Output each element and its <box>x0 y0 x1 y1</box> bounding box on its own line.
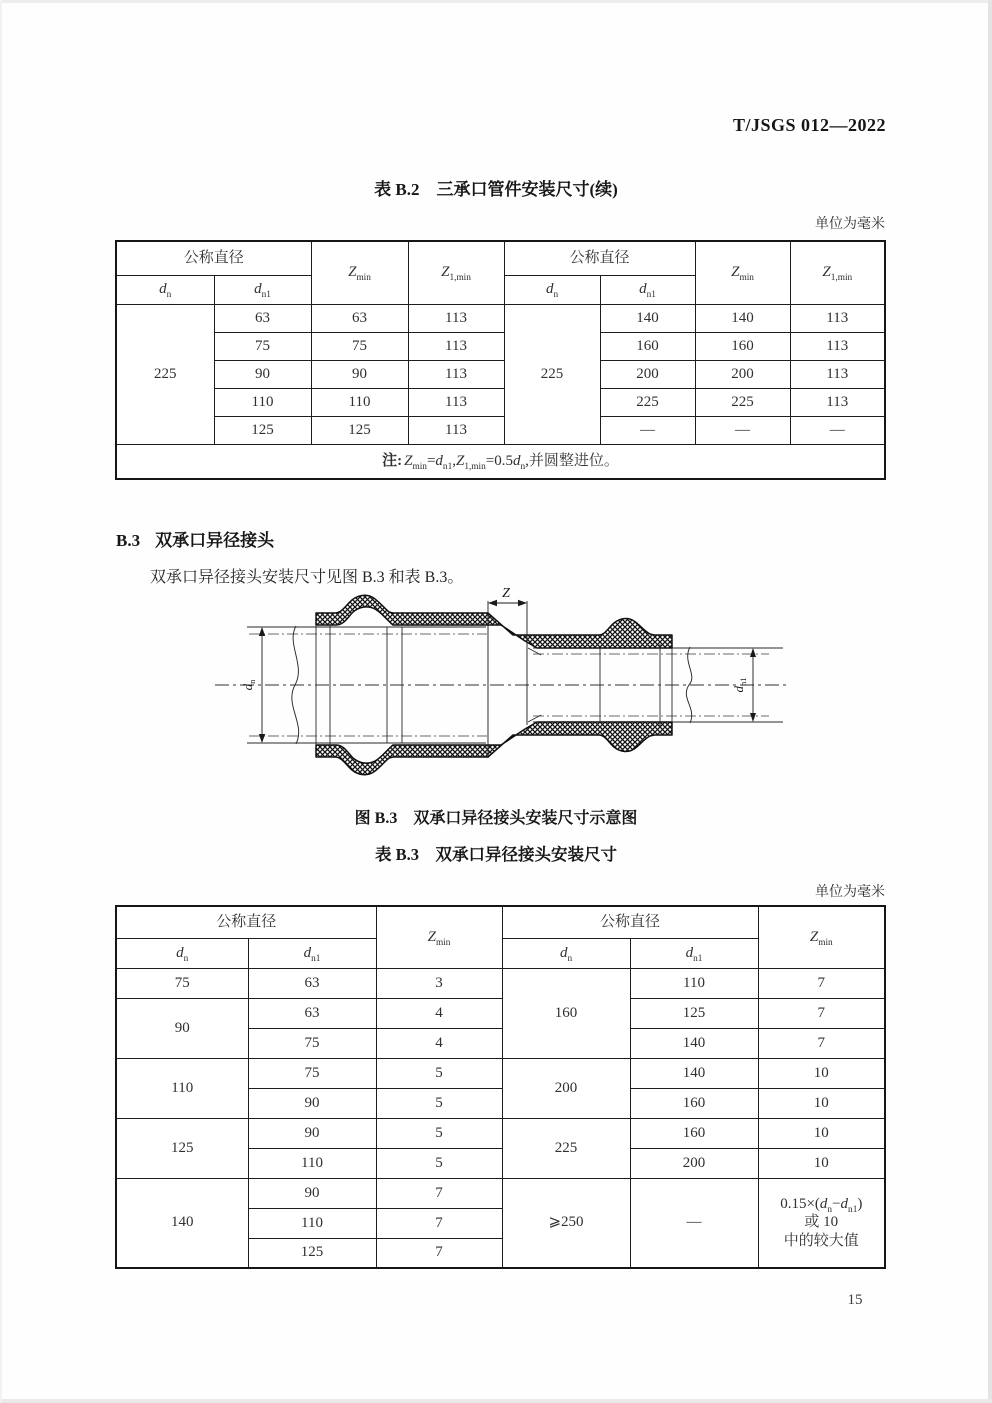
cell: 63 <box>248 998 376 1028</box>
cell: 113 <box>790 388 885 416</box>
note-label: 注: <box>382 452 403 469</box>
cell: — <box>600 416 695 444</box>
cell: 113 <box>408 416 504 444</box>
header-z1min: $Z_{1,min}$ <box>790 241 885 304</box>
cell: 75 <box>311 332 408 360</box>
cell: 110 <box>311 388 408 416</box>
cell: 113 <box>790 304 885 332</box>
cell: 160 <box>630 1088 758 1118</box>
table-row <box>116 241 885 275</box>
cell-dn: ⩾250 <box>502 1178 630 1268</box>
cell: 7 <box>376 1178 502 1208</box>
cell: 90 <box>248 1088 376 1118</box>
cell: 200 <box>630 1148 758 1178</box>
cell-dn: 75 <box>116 968 248 998</box>
table-b3 <box>115 905 886 1269</box>
page-number: 15 <box>847 1292 863 1308</box>
cell: 110 <box>630 968 758 998</box>
cell: 90 <box>248 1118 376 1148</box>
table-row <box>116 360 885 388</box>
cell: 63 <box>214 304 311 332</box>
cell: 75 <box>214 332 311 360</box>
header-nominal-diameter: 公称直径 <box>116 906 376 938</box>
cell: 113 <box>790 332 885 360</box>
cell-dn: 140 <box>116 1178 248 1268</box>
table-row <box>116 968 885 998</box>
table-row <box>116 998 885 1028</box>
header-dn1: $d_{n1}$ <box>630 938 758 968</box>
unit-note: 单位为毫米 <box>815 885 885 900</box>
scan-edge-bottom <box>0 1399 992 1403</box>
unit-note: 单位为毫米 <box>815 217 885 232</box>
cell: 113 <box>408 388 504 416</box>
cell: 110 <box>248 1208 376 1238</box>
formula-line: 中的较大值 <box>783 1233 859 1250</box>
cell: 125 <box>248 1238 376 1268</box>
cell: 7 <box>376 1208 502 1238</box>
note-text: $Z_{min}=d_{n1},Z_{1,min}=0.5d_n$,并圆整进位。 <box>404 452 619 472</box>
cell-dn: 200 <box>502 1058 630 1118</box>
cell: 63 <box>311 304 408 332</box>
table-row <box>116 332 885 360</box>
cell-dn: 90 <box>116 998 248 1058</box>
cell: 5 <box>376 1058 502 1088</box>
figure-caption: 图 B.3 双承口异径接头安装尺寸示意图 <box>354 810 638 827</box>
header-zmin: $Z_{min}$ <box>695 241 790 304</box>
cell: 7 <box>376 1238 502 1268</box>
table-note-row <box>116 444 885 479</box>
section-number: B.3 <box>116 531 141 550</box>
header-dn1: $d_{n1}$ <box>214 275 311 304</box>
section-heading <box>116 526 274 551</box>
table-row <box>116 304 885 332</box>
cell: 75 <box>248 1028 376 1058</box>
table-row <box>116 1178 885 1208</box>
cell: 7 <box>758 998 885 1028</box>
cell: 5 <box>376 1118 502 1148</box>
formula-line: 或 10 <box>804 1214 839 1231</box>
scan-edge-left <box>0 0 2 1403</box>
cell: 113 <box>408 304 504 332</box>
dim-label-z: Z <box>502 586 510 601</box>
dim-label-dn1: $d_{n1}$ <box>731 677 748 693</box>
cell: 90 <box>311 360 408 388</box>
table-b3-title: 表 B.3 双承口异径接头安装尺寸 <box>374 845 617 864</box>
header-zmin: $Z_{min}$ <box>758 906 885 968</box>
cell: — <box>630 1178 758 1268</box>
cell: 225 <box>600 388 695 416</box>
scan-edge-right <box>988 0 992 1403</box>
cell: 10 <box>758 1058 885 1088</box>
cell: 125 <box>630 998 758 1028</box>
section-paragraph: 双承口异径接头安装尺寸见图 B.3 和表 B.3。 <box>150 569 464 586</box>
header-dn1: $d_{n1}$ <box>248 938 376 968</box>
cell: 140 <box>630 1028 758 1058</box>
header-dn: $d_n$ <box>116 275 214 304</box>
cell: 10 <box>758 1148 885 1178</box>
cell: 160 <box>630 1118 758 1148</box>
cell: 75 <box>248 1058 376 1088</box>
cell: 140 <box>630 1058 758 1088</box>
cell-dn: 160 <box>502 968 630 1058</box>
cell: 200 <box>695 360 790 388</box>
table-row <box>116 388 885 416</box>
header-z1min: $Z_{1,min}$ <box>408 241 504 304</box>
cell: 110 <box>248 1148 376 1178</box>
cell: 7 <box>758 968 885 998</box>
cell: 7 <box>758 1028 885 1058</box>
header-dn: $d_n$ <box>502 938 630 968</box>
cell: — <box>695 416 790 444</box>
cell: 113 <box>790 360 885 388</box>
cell: 10 <box>758 1088 885 1118</box>
doc-number: T/JSGS 012—2022 <box>732 115 886 135</box>
cell-dn: 125 <box>116 1118 248 1178</box>
cell: — <box>790 416 885 444</box>
table-b2-title: 表 B.2 三承口管件安装尺寸(续) <box>374 180 618 199</box>
section-title: 双承口异径接头 <box>155 531 275 550</box>
cell: 140 <box>695 304 790 332</box>
cell: 4 <box>376 998 502 1028</box>
cell: 113 <box>408 360 504 388</box>
table-row <box>116 1118 885 1148</box>
figure-b3-diagram <box>195 582 805 810</box>
cell: 90 <box>214 360 311 388</box>
header-nominal-diameter: 公称直径 <box>116 241 311 275</box>
header-dn1: $d_{n1}$ <box>600 275 695 304</box>
cell-dn: 110 <box>116 1058 248 1118</box>
table-row <box>116 906 885 938</box>
header-dn: $d_n$ <box>504 275 600 304</box>
cell: 160 <box>695 332 790 360</box>
cell: 140 <box>600 304 695 332</box>
header-nominal-diameter: 公称直径 <box>504 241 695 275</box>
cell: 160 <box>600 332 695 360</box>
table-row <box>116 1058 885 1088</box>
dim-label-dn: $d_n$ <box>240 679 257 691</box>
cell: 5 <box>376 1088 502 1118</box>
cell-dn: 225 <box>116 304 214 444</box>
cell: 4 <box>376 1028 502 1058</box>
header-zmin: $Z_{min}$ <box>376 906 502 968</box>
cell: 10 <box>758 1118 885 1148</box>
header-zmin: $Z_{min}$ <box>311 241 408 304</box>
cell: 110 <box>214 388 311 416</box>
cell: 125 <box>311 416 408 444</box>
header-nominal-diameter: 公称直径 <box>502 906 758 938</box>
table-b2 <box>115 240 886 480</box>
table-row <box>116 416 885 444</box>
cell: 3 <box>376 968 502 998</box>
cell: 63 <box>248 968 376 998</box>
scan-edge-top <box>0 0 992 3</box>
cell: 125 <box>214 416 311 444</box>
cell: 113 <box>408 332 504 360</box>
table-note <box>116 444 885 479</box>
cell: 225 <box>695 388 790 416</box>
cell: 200 <box>600 360 695 388</box>
cell-dn: 225 <box>504 304 600 444</box>
header-dn: $d_n$ <box>116 938 248 968</box>
cell-dn: 225 <box>502 1118 630 1178</box>
formula-line: $0.15\times(d_n-d_{n1})$ <box>780 1195 863 1215</box>
cell: 90 <box>248 1178 376 1208</box>
cell: 5 <box>376 1148 502 1178</box>
cell-formula <box>758 1178 885 1268</box>
